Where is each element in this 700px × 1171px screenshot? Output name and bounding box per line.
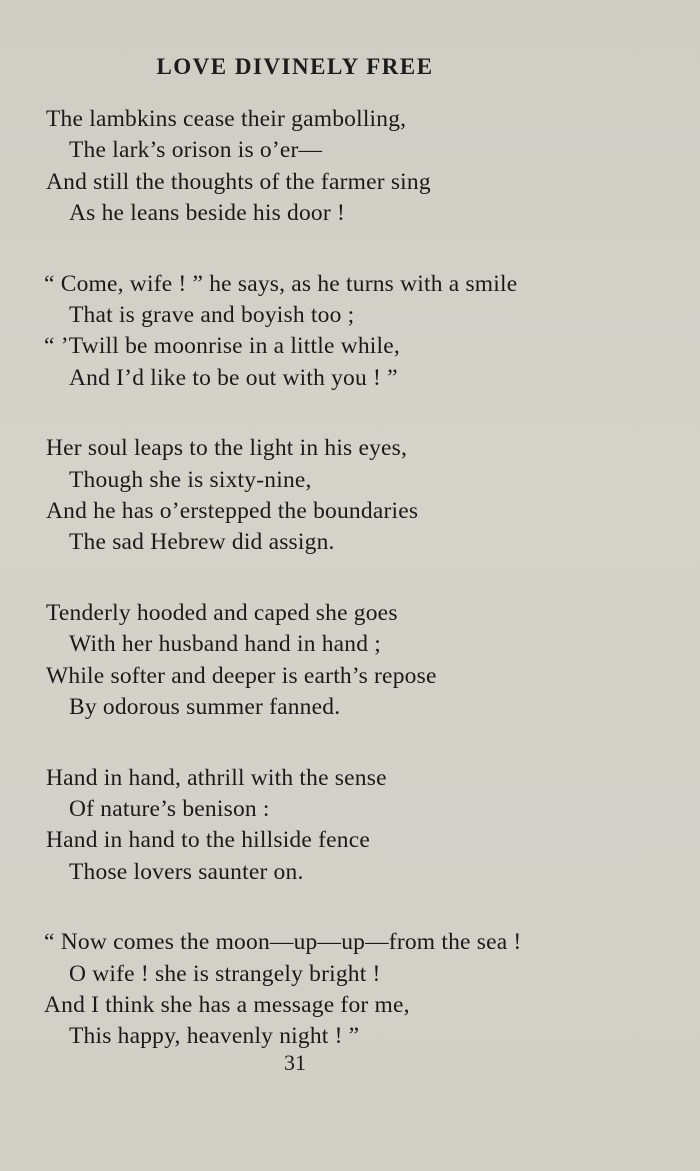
verse-line: Hand in hand, athrill with the sense	[46, 764, 387, 791]
verse-line: Of nature’s benison :	[69, 796, 270, 823]
stanza-3	[46, 433, 521, 558]
verse-line: “ ’Twill be moonrise in a little while,	[44, 333, 400, 360]
verse-line: While softer and deeper is earth’s repose	[46, 662, 437, 689]
verse-line: And I think she has a message for me,	[44, 992, 410, 1019]
verse-line: That is grave and boyish too ;	[69, 301, 355, 328]
stanza-5	[46, 763, 521, 888]
verse-line: “ Come, wife ! ” he says, as he turns with a smile	[44, 270, 518, 297]
verse-line: O wife ! she is strangely bright !	[69, 960, 381, 987]
verse-line: Tenderly hooded and caped she goes	[46, 600, 398, 627]
verse-line: As he leans beside his door !	[69, 199, 345, 226]
verse-line: Hand in hand to the hillside fence	[46, 827, 370, 854]
verse-line: Her soul leaps to the light in his eyes,	[46, 435, 408, 462]
verse-line: And still the thoughts of the farmer sing	[46, 168, 431, 195]
running-head: LOVE DIVINELY FREE	[156, 54, 434, 79]
verse-line: The sad Hebrew did assign.	[69, 529, 335, 556]
verse-line: By odorous summer fanned.	[69, 693, 341, 720]
poem-body	[46, 104, 521, 1092]
stanza-6	[46, 927, 521, 1052]
verse-line: Those lovers saunter on.	[69, 858, 304, 885]
verse-line: Though she is sixty-nine,	[69, 466, 312, 493]
verse-line: “ Now comes the moon—up—up—from the sea !	[44, 929, 522, 956]
page-number: 31	[284, 1050, 306, 1075]
verse-line: This happy, heavenly night ! ”	[69, 1023, 360, 1050]
stanza-1	[46, 104, 521, 229]
verse-line: And he has o’erstepped the boundaries	[46, 497, 419, 524]
stanza-2	[46, 269, 521, 394]
verse-line: And I’d like to be out with you ! ”	[69, 364, 398, 391]
verse-line: With her husband hand in hand ;	[69, 631, 381, 658]
verse-line: The lark’s orison is o’er—	[69, 137, 323, 164]
verse-line: The lambkins cease their gambolling,	[46, 106, 407, 132]
stanza-4	[46, 598, 521, 723]
